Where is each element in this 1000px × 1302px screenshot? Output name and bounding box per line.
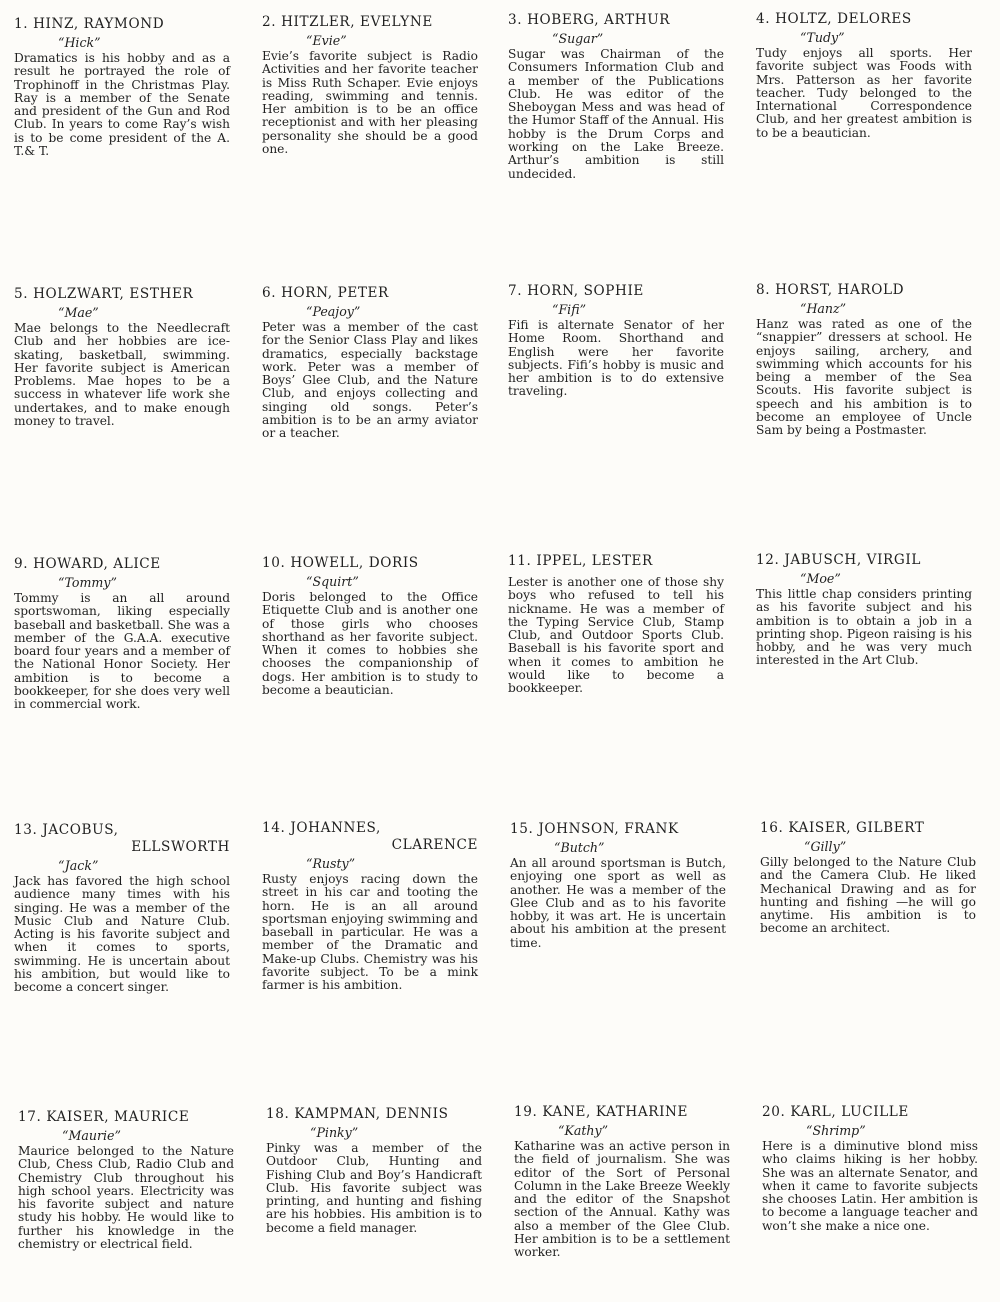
entry-name: JOHANNES, <box>290 820 381 836</box>
entry-name: HORST, HAROLD <box>775 282 905 298</box>
entry-heading <box>756 552 972 569</box>
entry-19 <box>514 1104 730 1260</box>
entry-number: 12. <box>756 552 780 568</box>
entry-heading <box>262 555 478 572</box>
entry-bio: Pinky was a member of the Outdoor Club, Hunting and Fishing Club and Boy’s Handicraft Club. His favorite subject was printing, and hunting and fishing are his hobbies. His ambition is to become a field manager. <box>266 1141 482 1235</box>
entry-bio: Mae belongs to the Needlecraft Club and her hobbies are ice-skating, basketball, swimming. Her favorite subject is American Problems. Mae hopes to be a success in whatever life work she undertakes, and to make enough money to travel. <box>14 321 230 429</box>
entry-name: HORN, PETER <box>281 285 389 301</box>
entry-5 <box>14 286 230 428</box>
entry-20 <box>762 1104 978 1233</box>
entry-heading <box>14 286 230 303</box>
entry-name: HINZ, RAYMOND <box>33 16 165 32</box>
entry-nickname: “Hanz” <box>800 301 847 316</box>
entry-name: HORN, SOPHIE <box>527 283 644 299</box>
entry-heading <box>514 1104 730 1121</box>
entry-nickname: “Shrimp” <box>806 1123 866 1138</box>
entry-16 <box>760 820 976 936</box>
entry-12 <box>756 552 972 668</box>
entry-name: IPPEL, LESTER <box>536 553 653 569</box>
entry-bio: Katharine was an active person in the field of journalism. She was editor of the Sort of Personal Column in the Lake Breeze Weekly and the editor of the Snapshot section of the Annual. Kathy was also a member of the Glee Club. Her ambition is to be a settlement worker. <box>514 1139 730 1260</box>
entry-number: 5. <box>14 286 29 302</box>
entry-bio: Doris belonged to the Office Etiquette Club and is another one of those girls who chooses shorthand as her favorite subject. When it comes to hobbies she chooses the companionship of dogs. Her ambition is to study to become a beautician. <box>262 590 478 698</box>
entry-bio: Here is a diminutive blond miss who claims hiking is her hobby. She was an alternate Senator, and when it came to favorite subjects she chooses Latin. Her ambition is to become a language teacher and won’t she make a nice one. <box>762 1139 978 1233</box>
entry-bio: Gilly belonged to the Nature Club and the Camera Club. He liked Mechanical Drawing and as for hunting and fishing —he will go anytime. His ambition is to become an architect. <box>760 855 976 936</box>
entry-heading <box>262 14 478 31</box>
entry-name: JACOBUS, <box>42 822 119 838</box>
entry-name: HITZLER, EVELYNE <box>281 14 433 30</box>
entry-heading <box>756 282 972 299</box>
entry-name-last: ELLSWORTH <box>131 839 230 855</box>
entry-bio: Evie’s favorite subject is Radio Activities and her favorite teacher is Miss Ruth Schaper. Evie enjoys reading, swimming and tennis. Her ambition is to be an office receptionist and with her pleasing personality she should be a good one. <box>262 49 478 157</box>
entry-nickname: “Squirt” <box>306 574 359 589</box>
entry-nickname: “Mae” <box>58 305 99 320</box>
entry-heading <box>760 820 976 837</box>
entry-number: 4. <box>756 11 771 27</box>
entry-number: 6. <box>262 285 277 301</box>
entry-number: 15. <box>510 821 534 837</box>
entry-7 <box>508 283 724 399</box>
entry-18 <box>266 1106 482 1235</box>
entry-name: KAISER, MAURICE <box>46 1109 190 1125</box>
entry-number: 8. <box>756 282 771 298</box>
entry-bio: Rusty enjoys racing down the street in his car and tooting the horn. He is an all around sportsman enjoying swimming and baseball in particular. He was a member of the Dramatic and Make-up Clubs. Chemistry was his favorite subject. To be a mink farmer is his ambition. <box>262 872 478 993</box>
entry-name: KAMPMAN, DENNIS <box>294 1106 449 1122</box>
entry-number: 10. <box>262 555 286 571</box>
entry-15 <box>510 821 726 950</box>
entry-10 <box>262 555 478 697</box>
entry-nickname: “Moe” <box>800 571 841 586</box>
entry-heading <box>14 822 230 856</box>
entry-11 <box>508 553 724 696</box>
entry-name: HOWELL, DORIS <box>290 555 419 571</box>
entry-name: HOLZWART, ESTHER <box>33 286 194 302</box>
entry-name: KAISER, GILBERT <box>788 820 925 836</box>
entry-bio: Lester is another one of those shy boys who refused to tell his nickname. He was a member of the Typing Service Club, Stamp Club, and Outdoor Sports Club. Baseball is his favorite sport and when it comes to ambition he would like to become a bookkeeper. <box>508 575 724 696</box>
entry-bio: Dramatics is his hobby and as a result he portrayed the role of Trophinoff in the Christmas Play. Ray is a member of the Senate and president of the Gun and Rod Club. In years to come Ray’s wish is to be come president of the A. T.& T. <box>14 51 230 159</box>
entry-bio: An all around sportsman is Butch, enjoying one sport as well as another. He was a member of the Glee Club and as to his favorite hobby, it was art. He is uncertain about his ambition at the present time. <box>510 856 726 950</box>
entry-heading <box>510 821 726 838</box>
entry-nickname: “Evie” <box>306 33 347 48</box>
entry-nickname: “Hick” <box>58 35 101 50</box>
entry-nickname: “Fifi” <box>552 302 587 317</box>
entry-bio: Maurice belonged to the Nature Club, Chess Club, Radio Club and Chemistry Club throughout his high school years. Electricity was his favorite subject and nature study his hobby. He would like to further his knowledge in the chemistry or electrical field. <box>18 1144 234 1252</box>
entry-number: 7. <box>508 283 523 299</box>
entry-heading <box>18 1109 234 1126</box>
entry-name: JOHNSON, FRANK <box>538 821 679 837</box>
entry-2 <box>262 14 478 156</box>
entry-number: 9. <box>14 556 29 572</box>
entry-nickname: “Tudy” <box>800 30 845 45</box>
entry-bio: Hanz was rated as one of the “snappier” dressers at school. He enjoys sailing, archery, and swimming which accounts for his being a member of the Sea Scouts. His favorite subject is speech and his ambition is to become an employee of Uncle Sam by being a Postmaster. <box>756 317 972 438</box>
entry-nickname: “Jack” <box>58 858 99 873</box>
entry-heading <box>14 556 230 573</box>
entry-bio: Tommy is an all around sportswoman, liking especially baseball and basketball. She was a member of the G.A.A. executive board four years and a member of the National Honor Society. Her ambition is to become a bookkeeper, for she does very well in commercial work. <box>14 591 230 712</box>
entry-heading <box>508 553 724 570</box>
entry-number: 3. <box>508 12 523 28</box>
entry-4 <box>756 11 972 140</box>
entry-number: 20. <box>762 1104 786 1120</box>
entry-nickname: “Gilly” <box>804 839 847 854</box>
entry-name: JABUSCH, VIRGIL <box>784 552 921 568</box>
entry-nickname: “Kathy” <box>558 1123 609 1138</box>
entry-name: KANE, KATHARINE <box>542 1104 689 1120</box>
entry-heading <box>14 16 230 33</box>
entry-number: 17. <box>18 1109 42 1125</box>
entry-nickname: “Sugar” <box>552 31 604 46</box>
entry-name: KARL, LUCILLE <box>790 1104 909 1120</box>
entry-nickname: “Pinky” <box>310 1125 359 1140</box>
entry-nickname: “Rusty” <box>306 856 356 871</box>
entry-bio: This little chap considers printing as his favorite subject and his ambition is to obtain a job in a printing shop. Pigeon raising is his hobby, and he was very much interested in the Art Club. <box>756 587 972 668</box>
entry-heading <box>756 11 972 28</box>
entry-nickname: “Tommy” <box>58 575 117 590</box>
entry-number: 18. <box>266 1106 290 1122</box>
entry-bio: Tudy enjoys all sports. Her favorite subject was Foods with Mrs. Patterson as her favorite teacher. Tudy belonged to the International Correspondence Club, and her greatest ambition is to be a beautician. <box>756 46 972 140</box>
entry-9 <box>14 556 230 712</box>
entry-1 <box>14 16 230 158</box>
entry-nickname: “Peajoy” <box>306 304 361 319</box>
entry-name: HOLTZ, DELORES <box>775 11 912 27</box>
entry-bio: Jack has favored the high school audience many times with his singing. He was a member of the Music Club and Nature Club. Acting is his favorite subject and when it comes to sports, swimming. He is uncertain about his ambition, but would like to become a concert singer. <box>14 874 230 995</box>
entry-number: 19. <box>514 1104 538 1120</box>
entry-8 <box>756 282 972 438</box>
entry-bio: Fifi is alternate Senator of her Home Room. Shorthand and English were her favorite subjects. Fifi’s hobby is music and her ambition is to do extensive traveling. <box>508 318 724 399</box>
entry-nickname: “Butch” <box>554 840 605 855</box>
entry-heading <box>262 820 478 854</box>
entry-nickname: “Maurie” <box>62 1128 121 1143</box>
entry-number: 14. <box>262 820 286 836</box>
entry-heading <box>508 12 724 29</box>
entry-6 <box>262 285 478 441</box>
entry-heading <box>762 1104 978 1121</box>
entry-bio: Sugar was Chairman of the Consumers Information Club and a member of the Publications Club. He was editor of the Sheboygan Mess and was head of the Humor Staff of the Annual. His hobby is the Drum Corps and working on the Lake Breeze. Arthur’s ambition is still undecided. <box>508 47 724 181</box>
entry-13 <box>14 822 230 995</box>
entry-number: 11. <box>508 553 532 569</box>
entry-number: 13. <box>14 822 38 838</box>
entry-number: 1. <box>14 16 29 32</box>
entry-heading <box>508 283 724 300</box>
entry-14 <box>262 820 478 993</box>
entry-heading <box>266 1106 482 1123</box>
entry-name-last: CLARENCE <box>391 837 478 853</box>
entry-heading <box>262 285 478 302</box>
entry-bio: Peter was a member of the cast for the Senior Class Play and likes dramatics, especially backstage work. Peter was a member of Boys’ Glee Club, and the Nature Club, and enjoys collecting and singing old songs. Peter’s ambition is to be an army aviator or a teacher. <box>262 320 478 441</box>
entry-3 <box>508 12 724 181</box>
entry-name: HOWARD, ALICE <box>33 556 161 572</box>
entry-number: 2. <box>262 14 277 30</box>
entry-number: 16. <box>760 820 784 836</box>
entry-17 <box>18 1109 234 1251</box>
entry-name: HOBERG, ARTHUR <box>527 12 671 28</box>
